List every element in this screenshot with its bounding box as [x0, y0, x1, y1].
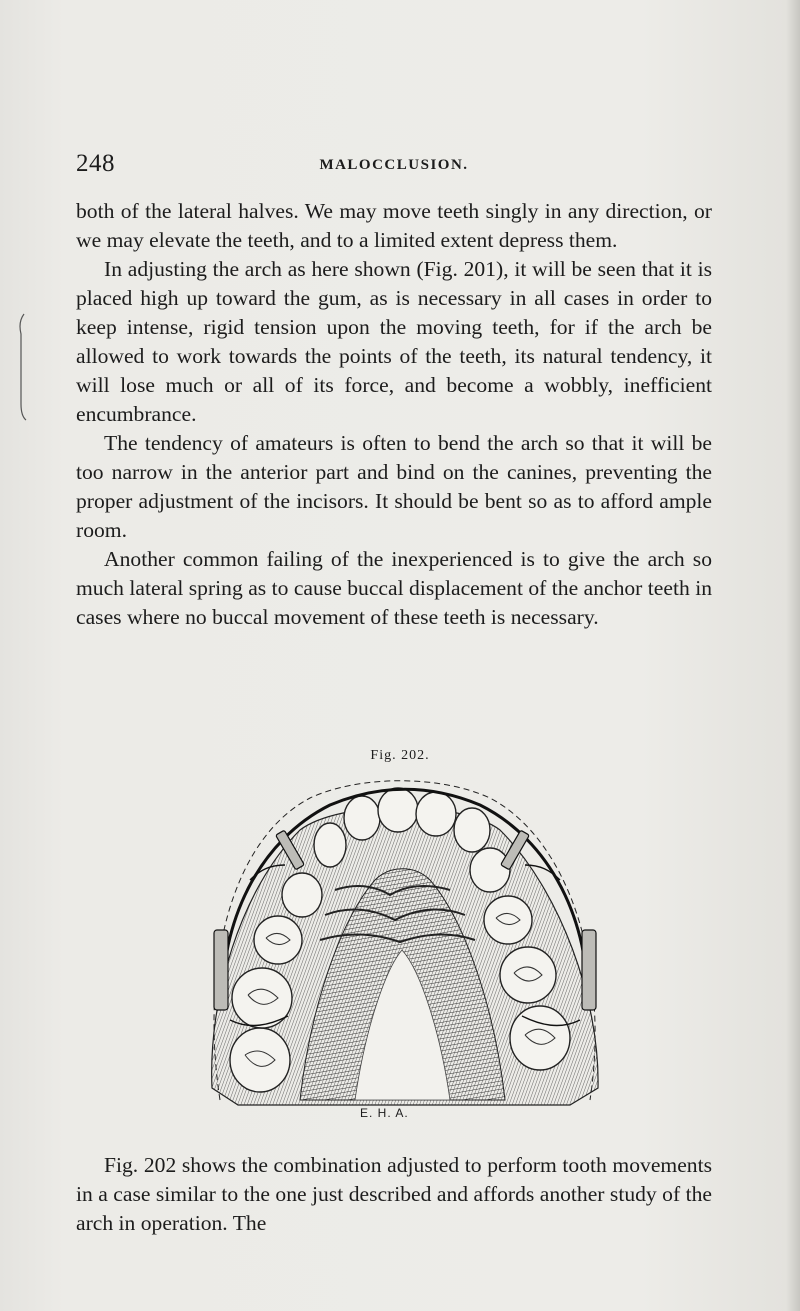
page-number: 248	[76, 150, 115, 177]
figure-label: Fig. 202.	[370, 748, 430, 763]
dental-arch-illustration	[190, 770, 615, 1122]
paragraph: In adjusting the arch as here shown (Fig. 201), it will be seen that it is placed high up toward the gum, as is necessary in all cases in order to keep intense, rigid tension upon the moving teeth, for if the arch be allowed to work towards the points of the teeth, its natural tendency, it will lose much or all of its force, and become a wobbly, inefficient encumbrance.	[76, 257, 712, 426]
figure-credit: E. H. A.	[360, 1106, 409, 1120]
page-header	[76, 150, 712, 180]
margin-pencil-mark	[16, 312, 28, 422]
paragraph: Another common failing of the inexperienced is to give the arch so much lateral spring as to cause buccal displacement of the anchor teeth in cases where no buccal movement of these teeth is necessary.	[76, 547, 712, 629]
continuation-text	[76, 1151, 712, 1238]
paragraph: both of the lateral halves. We may move teeth singly in any direction, or we may elevate the teeth, and to a limited extent depress them.	[76, 199, 712, 252]
paragraph: The tendency of amateurs is often to bend the arch so that it will be too narrow in the anterior part and bind on the canines, preventing the proper adjustment of the incisors. It should be bent so as to afford ample room.	[76, 431, 712, 542]
page-edge-shadow	[786, 0, 800, 1311]
running-head: MALOCCLUSION.	[319, 157, 469, 173]
paragraph: Fig. 202 shows the combination adjusted to perform tooth movements in a case similar to the one just described and affords another study of the arch in operation. The	[76, 1153, 712, 1235]
dental-arch-drawing	[190, 770, 615, 1122]
body-text	[76, 197, 712, 632]
